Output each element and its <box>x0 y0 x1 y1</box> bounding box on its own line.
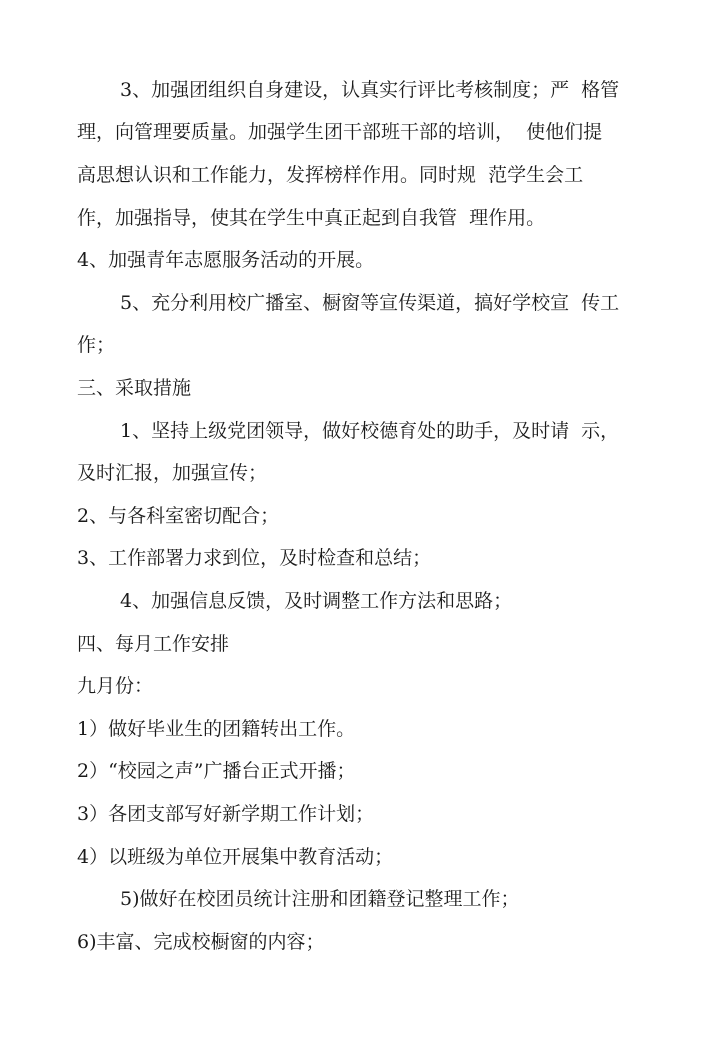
list-item: 1）做好毕业生的团籍转出工作。 <box>77 718 356 740</box>
list-item: 5)做好在校团员统计注册和团籍登记整理工作； <box>120 888 520 910</box>
list-item: 2）“校园之声”广播台正式开播； <box>77 760 356 782</box>
text-line: 5、充分利用校广播室、橱窗等宣传渠道，搞好学校宣 传工 <box>120 292 620 314</box>
text-line: 作； <box>77 334 116 356</box>
list-item: 6)丰富、完成校橱窗的内容； <box>77 931 325 953</box>
text-line: 2、与各科室密切配合； <box>77 505 280 527</box>
text-line: 理，向管理要质量。加强学生团干部班干部的培训， 使他们提 <box>77 121 603 143</box>
section-heading: 三、采取措施 <box>77 377 192 399</box>
text-line: 4、加强信息反馈，及时调整工作方法和思路； <box>120 590 513 612</box>
text-line: 作，加强指导，使其在学生中真正起到自我管 理作用。 <box>77 207 546 229</box>
text-line: 3、加强团组织自身建设，认真实行评比考核制度；严 格管 <box>120 79 620 101</box>
list-item: 3）各团支部写好新学期工作计划； <box>77 803 375 825</box>
month-heading: 九月份： <box>77 675 154 697</box>
text-line: 3、工作部署力求到位，及时检查和总结； <box>77 547 432 569</box>
section-heading: 四、每月工作安排 <box>77 633 230 655</box>
text-line: 1、坚持上级党团领导，做好校德育处的助手，及时请 示， <box>120 420 620 442</box>
text-line: 高思想认识和工作能力，发挥榜样作用。同时规 范学生会工 <box>77 164 584 186</box>
list-item: 4）以班级为单位开展集中教育活动； <box>77 846 394 868</box>
text-line: 4、加强青年志愿服务活动的开展。 <box>77 249 375 271</box>
text-line: 及时汇报，加强宣传； <box>77 462 268 484</box>
